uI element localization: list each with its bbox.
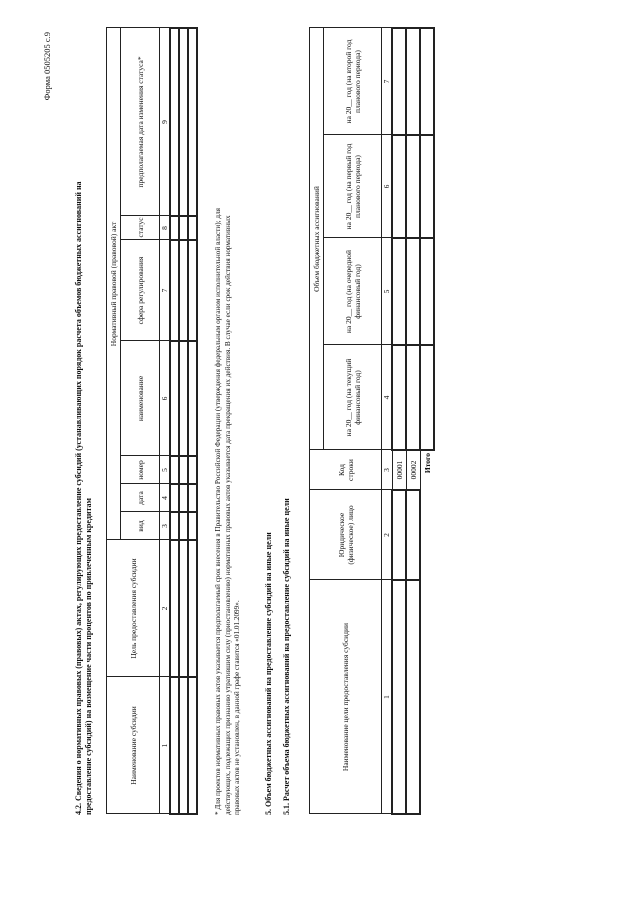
colnum: 7 [382, 28, 393, 135]
table-4-2 [106, 27, 198, 815]
colnum: 2 [382, 490, 393, 580]
header-year-second: на 20__ год (на второй год планового периода) [324, 28, 382, 135]
header-subsidy-goal: Цель предоставления субсидии [107, 540, 160, 677]
colnum: 9 [160, 28, 171, 216]
header-naimenovanie: наименование [121, 341, 160, 456]
total-row [420, 28, 434, 814]
header-goal-name: Наименование цели предоставления субсидии [310, 580, 382, 814]
header-legal-person: Юридическое (физическое) лицо [310, 490, 382, 580]
header-nomer: номер [121, 456, 160, 484]
colnum: 6 [382, 135, 393, 238]
header-subsidy-name: Наименование субсидии [107, 677, 160, 814]
header-sfera: сфера регулирования [121, 240, 160, 341]
header-year-first: на 20__ год (на первый год планового периода) [324, 135, 382, 238]
colnum: 1 [382, 580, 393, 814]
form-code: Форма 0505205 с.9 [42, 32, 52, 101]
header-act-group: Нормативный правовой (правовой) акт [107, 28, 121, 540]
line-code-cell: 00001 [392, 450, 406, 490]
header-year-current: на 20__ год (на текущий финансовый год) [324, 345, 382, 450]
line-code-cell: 00002 [406, 450, 420, 490]
footnote: * Для проектов нормативных правовых актов указывается предполагаемый срок внесения в Правительство Российской Федерации (утверждения федеральным органом исполнительной власти); для действующих, подлежащих признанию утратившим силу (приостановлению) нормативных правовых актов указывается дата прекращения их действия. В случае если срок действия нормативных правовых актов не установлен, в данной графе ставится «01.01.2099». [214, 208, 241, 815]
colnum: 6 [160, 341, 171, 456]
colnum: 4 [382, 345, 393, 450]
table-row [188, 28, 197, 814]
colnum: 3 [382, 450, 393, 490]
header-status: статус [121, 216, 160, 240]
colnum: 8 [160, 216, 171, 240]
colnum: 5 [382, 238, 393, 345]
header-year-next: на 20__ год (на очередной финансовый год) [324, 238, 382, 345]
section-5-1-title: 5.1. Расчет объема бюджетных ассигнований на предоставление субсидий на иные цели [282, 498, 291, 815]
colnum: 7 [160, 240, 171, 341]
table-row [170, 28, 179, 814]
table-5-1 [309, 27, 435, 815]
colnum: 2 [160, 540, 171, 677]
colnum: 1 [160, 677, 171, 814]
colnum: 5 [160, 456, 171, 484]
header-vid: вид [121, 512, 160, 540]
section-5-title: 5. Объем бюджетных ассигнований на предоставление субсидий на иные цели [264, 532, 273, 815]
colnum: 3 [160, 512, 171, 540]
header-data: дата [121, 484, 160, 512]
table-row [179, 28, 188, 814]
colnum: 4 [160, 484, 171, 512]
section-4-2-title: 4.2. Сведения о нормативных правовых (правовых) актах, регулирующих предоставление субсидий (устанавливающих порядок расчета объемов бюджетных ассигнований на предоставление субсидий) на возмещение части процентов по привлеченным кредитам [74, 181, 93, 815]
total-label: Итого [420, 450, 434, 814]
header-line-code: Код строки [310, 450, 382, 490]
table-row [392, 28, 406, 814]
header-pred-data: предполагаемая дата изменения статуса* [121, 28, 160, 216]
table-row [406, 28, 420, 814]
header-volume-group: Объем бюджетных ассигнований [310, 28, 324, 450]
